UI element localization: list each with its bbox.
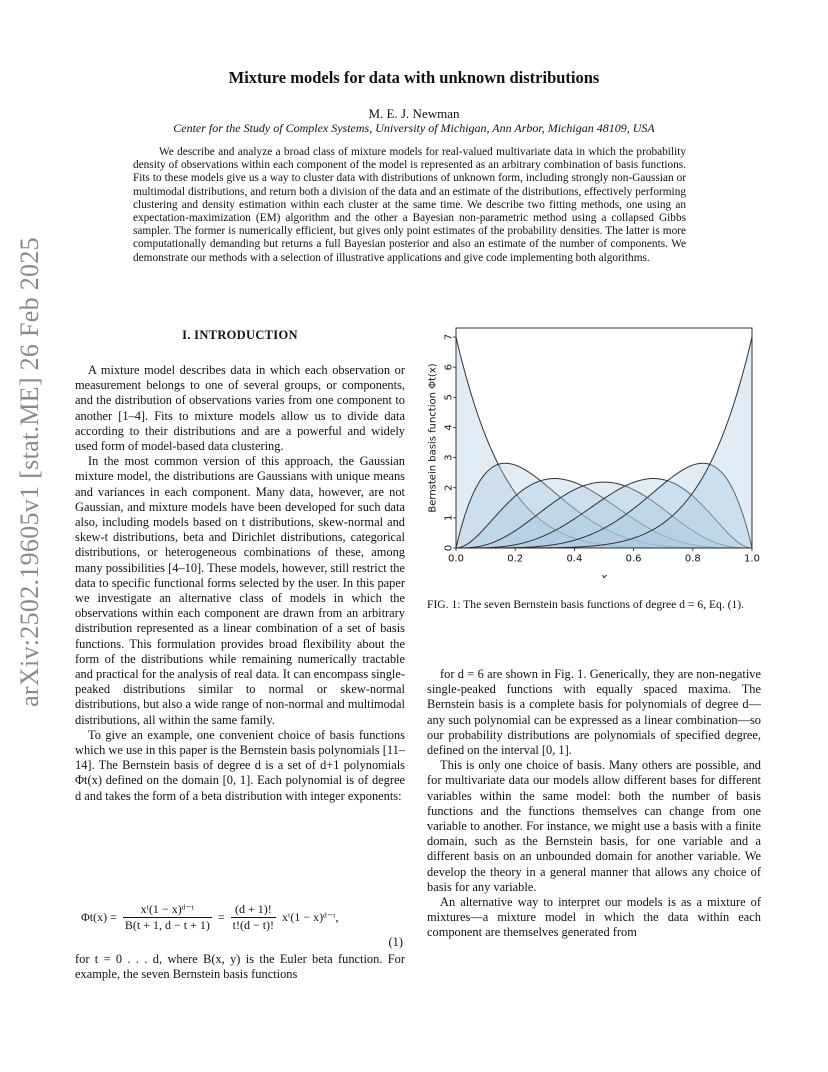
paragraph: A mixture model describes data in which each observation or measurement belongs to one of several groups, or components, and the distribution of observations varies from one component to another [1–4]. Fits to mixture models allow us to divide data according to their distributions and are a powerful and widely used form of model-based data clustering. (75, 363, 405, 454)
right-column (427, 667, 761, 941)
equation-1 (75, 897, 405, 949)
equation-numerator-1: xᵗ(1 − x)ᵈ⁻ᵗ (123, 902, 212, 918)
y-axis-label: Bernstein basis function Φt(x) (427, 363, 439, 513)
paragraph: An alternative way to interpret our models is as a mixture of mixtures—a mixture model in which the data within each component are themselves generated from (427, 895, 761, 940)
paragraph: In the most common version of this approach, the Gaussian mixture model, the distributions are Gaussians with unique means and variances in each component. Many data, however, are not Gaussian, and mixture models have been developed for such data also, including models based on t distributions, skew-normal and skew-t distributions, beta and Dirichlet distributions, categorical distributions, or heterogeneous combinations of these, among many possibilities [4–10]. These models, however, still restrict the data to specific functional forms selected by the user. In this paper we investigate an alternative class of models in which the observations within each component are drawn from an arbitrary distribution represented as a linear combination of a set of basis functions. This formulation provides broad flexibility about the form of the distributions while remaining numerically tractable and practical for the analysis of real data. It can encompass single-peaked distributions similar to normal or skew-normal distributions, but also a wide range of non-normal and multimodal distributions, all within the same family. (75, 454, 405, 727)
author-name: M. E. J. Newman (368, 106, 460, 121)
author-affiliation: Center for the Study of Complex Systems, University of Michigan, Ann Arbor, Michigan 48109, USA (173, 121, 655, 135)
equation-fraction-2 (231, 902, 276, 933)
paragraph-continued: for t = 0 . . . d, where B(x, y) is the Euler beta function. For example, the seven Bernstein basis functions (75, 952, 405, 982)
x-tick-label: 1.0 (744, 553, 760, 565)
y-tick-label: 2 (443, 484, 455, 491)
paragraph: This is only one choice of basis. Many others are possible, and for multivariate data our models allow different bases for different variables within the same model: both the number of basis functions and the functions themselves can change from one variable to another. For instance, we might use a basis with a finite domain, such as the Bernstein basis, for one variable and a different basis on an unbounded domain for another variable. We develop the theory in a general manner that allows any choice of basis for any variable. (427, 758, 761, 894)
equation-numerator-2: (d + 1)! (231, 902, 276, 918)
left-column (75, 363, 405, 804)
arxiv-id-text: arXiv:2502.19605v1 [stat.ME] 26 Feb 2025 (15, 237, 44, 707)
x-axis-label: x (601, 572, 607, 578)
paragraph: for d = 6 are shown in Fig. 1. Generically, they are non-negative single-peaked functions with equally spaced maxima. The Bernstein basis is a complete basis for polynomials of degree d—any such polynomial can be expressed as a linear combination—so our probability distributions are polynomials of specified degree, defined on the interval [0, 1]. (427, 667, 761, 758)
figure-caption: FIG. 1: The seven Bernstein basis functions of degree d = 6, Eq. (1). (427, 598, 745, 611)
equation-denominator-2: t!(d − t)! (232, 917, 275, 932)
y-tick-label: 6 (443, 363, 455, 371)
x-tick-label: 0.0 (448, 553, 464, 565)
y-tick-label: 4 (443, 424, 455, 431)
y-tick-label: 7 (443, 333, 455, 341)
section-heading: I. INTRODUCTION (182, 328, 298, 342)
figure-1 (425, 324, 765, 578)
bernstein-chart (425, 324, 765, 578)
x-tick-label: 0.4 (566, 553, 583, 565)
y-tick-label: 1 (443, 514, 455, 522)
x-tick-label: 0.6 (625, 553, 642, 565)
y-tick-label: 0 (443, 544, 455, 552)
abstract: We describe and analyze a broad class of mixture models for real-valued multivariate data in which the probability density of observations within each component of the model is represented as an arbitrary combination of basis functions. Fits to these models give us a way to cluster data with distributions of unknown form, including strongly non-Gaussian or multimodal distributions, and return both a division of the data and an estimate of the distributions, effectively performing clustering and density estimation within each cluster at the same time. We describe two fitting methods, one using an expectation-maximization (EM) algorithm and the other a Bayesian non-parametric method using a collapsed Gibbs sampler. The former is numerically efficient, but gives only point estimates of the probability densities. The latter is more computationally demanding but returns a full Bayesian posterior and also an estimate of the number of components. We demonstrate our methods with a selection of illustrative applications and give code implementing both algorithms. (133, 146, 686, 264)
equation-fraction-1 (123, 902, 212, 933)
equation-lhs: Φt(x) = (81, 909, 117, 924)
x-tick-label: 0.2 (507, 553, 524, 565)
paragraph: To give an example, one convenient choice of basis functions which we use in this paper is the Bernstein basis polynomials [11–14]. The Bernstein basis of degree d is a set of d+1 polynomials Φt(x) defined on the domain [0, 1]. Each polynomial is of degree d and takes the form of a beta distribution with integer exponents: (75, 727, 405, 803)
x-tick-label: 0.8 (684, 553, 701, 565)
equation-rhs: xᵗ(1 − x)ᵈ⁻ᵗ, (282, 909, 339, 924)
paper-title: Mixture models for data with unknown distributions (228, 68, 600, 87)
equation-equals: = (217, 909, 225, 924)
y-tick-label: 5 (443, 394, 455, 401)
arxiv-sidebar-stamp (10, 237, 50, 707)
equation-number: (1) (388, 935, 403, 949)
y-tick-label: 3 (443, 454, 455, 461)
equation-denominator-1: B(t + 1, d − t + 1) (124, 917, 210, 932)
